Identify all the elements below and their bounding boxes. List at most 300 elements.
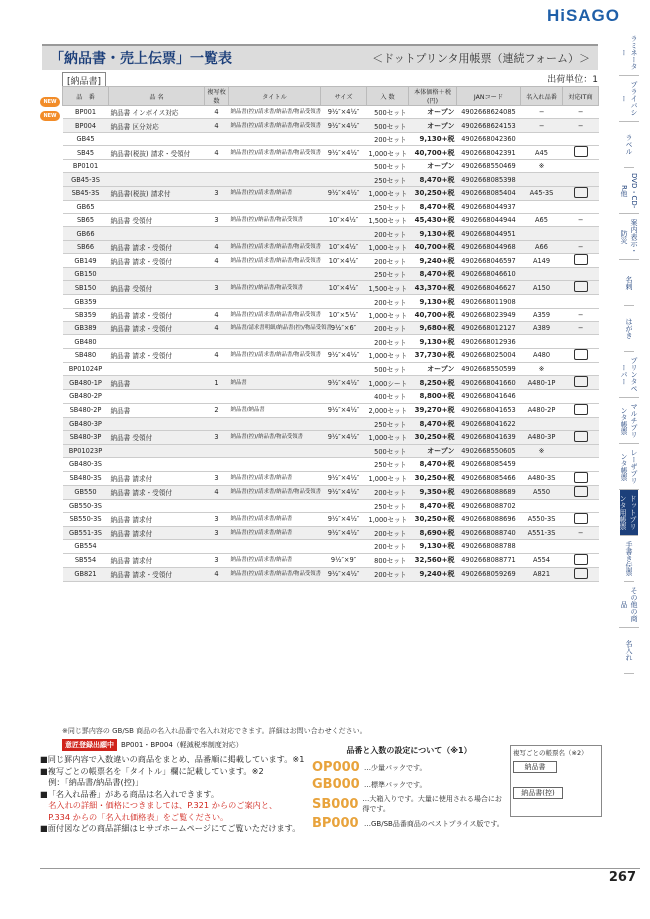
- cell-size: [321, 362, 367, 375]
- cell-copies: 3: [205, 526, 229, 539]
- cell-code: GB550: [63, 485, 109, 499]
- cell-qty: 500セット: [367, 444, 409, 457]
- cell-name: [109, 268, 205, 281]
- cell-name: [109, 540, 205, 553]
- printer-icon: [574, 146, 588, 157]
- cell-size: [321, 417, 367, 430]
- cell-name: 納品書(税抜) 請求付: [109, 186, 205, 200]
- table-row: [63, 390, 599, 403]
- cell-name: [109, 390, 205, 403]
- cell-it: [563, 186, 599, 200]
- cell-it: [563, 403, 599, 417]
- cell-size: [321, 499, 367, 512]
- cell-title: 納品書(控)/請求書/納品書/物品受領書: [229, 485, 321, 499]
- shipping-unit: 出荷単位：1: [547, 75, 598, 85]
- cell-copies: 3: [205, 471, 229, 485]
- copy-name-box: [510, 745, 602, 817]
- cell-price: 40,700+税: [409, 308, 457, 321]
- cell-named: A389: [521, 322, 563, 335]
- cell-it: −: [563, 214, 599, 227]
- cell-qty: 1,000セット: [367, 348, 409, 362]
- cell-title: 納品書(控)/請求書/納品書/物品受領書: [229, 119, 321, 132]
- cell-named: A480-2P: [521, 403, 563, 417]
- cell-code: GB65: [63, 200, 109, 213]
- cell-jan: 4902668624085: [457, 106, 521, 119]
- table-row: [63, 240, 599, 253]
- side-nav-item[interactable]: レーザプリンタ帳票: [619, 444, 639, 490]
- table-row: [63, 160, 599, 173]
- cell-price: 32,560+税: [409, 553, 457, 567]
- cell-name: 納品書 請求・受領付: [109, 322, 205, 335]
- cell-size: 9½″×6″: [321, 322, 367, 335]
- cell-name: 納品書 請求付: [109, 526, 205, 539]
- cell-copies: [205, 458, 229, 471]
- side-nav-item[interactable]: マルチプリンタ帳票: [619, 398, 639, 444]
- table-row: [63, 200, 599, 213]
- design-note: [62, 739, 243, 751]
- cell-price: 8,250+税: [409, 376, 457, 390]
- cell-size: 9½″×4½″: [321, 430, 367, 444]
- cell-jan: 4902668041639: [457, 430, 521, 444]
- cell-code: GB554: [63, 540, 109, 553]
- cell-qty: 1,000セット: [367, 240, 409, 253]
- cell-code: GB821: [63, 567, 109, 581]
- page-number: 267: [608, 870, 636, 885]
- table-row: [63, 106, 599, 119]
- cell-copies: [205, 390, 229, 403]
- printer-icon: [574, 404, 588, 415]
- cell-named: [521, 417, 563, 430]
- cell-name: 納品書 請求・受領付: [109, 240, 205, 253]
- cell-code: GB480-1P: [63, 376, 109, 390]
- cell-price: 30,250+税: [409, 512, 457, 526]
- cell-jan: 4902668085466: [457, 471, 521, 485]
- cell-name: [109, 417, 205, 430]
- cell-size: [321, 444, 367, 457]
- cell-code: SB480: [63, 348, 109, 362]
- cell-title: 納品書(控)/請求書/納品書/物品受領書: [229, 106, 321, 119]
- table-row: [63, 132, 599, 145]
- cell-copies: [205, 227, 229, 240]
- bullet-line: ■複写ごとの帳票名を「タイトル」欄に記載しています。※2: [40, 765, 264, 776]
- cell-qty: 200セット: [367, 567, 409, 581]
- cell-jan: 4902668023949: [457, 308, 521, 321]
- table-row: [63, 308, 599, 321]
- cell-it: [563, 268, 599, 281]
- cell-size: [321, 200, 367, 213]
- cell-size: [321, 335, 367, 348]
- cell-named: A359: [521, 308, 563, 321]
- cell-name: 納品書 請求・受領付: [109, 254, 205, 268]
- cell-title: 納品書(控)/納品書/物品受領書: [229, 214, 321, 227]
- cell-code: GB550-3S: [63, 499, 109, 512]
- cell-name: 納品書 インボイス対応: [109, 106, 205, 119]
- cell-size: 9½″×4½″: [321, 471, 367, 485]
- set-code: SB000: [312, 796, 359, 812]
- cell-title: [229, 540, 321, 553]
- cell-size: [321, 132, 367, 145]
- cell-named: A551-3S: [521, 526, 563, 539]
- cell-title: 納品書(控)/納品書/物品受領書: [229, 281, 321, 295]
- cell-code: GB480-3S: [63, 458, 109, 471]
- set-legend-title: 品番と入数の設定について（※1）: [346, 746, 472, 755]
- design-pending-tag: 意匠登録出願中: [62, 739, 117, 751]
- set-code: OP000: [312, 760, 360, 775]
- cell-code: BP0101: [63, 160, 109, 173]
- side-nav-item[interactable]: プライバシー: [619, 76, 639, 122]
- set-row: [312, 816, 506, 831]
- cell-copies: 4: [205, 348, 229, 362]
- cell-price: 9,680+税: [409, 322, 457, 335]
- cell-it: −: [563, 106, 599, 119]
- cell-it: [563, 471, 599, 485]
- cell-title: [229, 173, 321, 186]
- set-row: [312, 794, 506, 814]
- cell-size: [321, 295, 367, 308]
- cell-qty: 200セット: [367, 526, 409, 539]
- cell-it: [563, 132, 599, 145]
- cell-code: GB149: [63, 254, 109, 268]
- cell-it: [563, 281, 599, 295]
- cell-named: A554: [521, 553, 563, 567]
- cell-title: [229, 458, 321, 471]
- set-code: GB000: [312, 777, 360, 792]
- cell-title: 納品書/納品書: [229, 403, 321, 417]
- cell-copies: 4: [205, 567, 229, 581]
- cell-qty: 250セット: [367, 200, 409, 213]
- cell-price: オープン: [409, 119, 457, 132]
- cell-it: [563, 430, 599, 444]
- cell-qty: 1,500セット: [367, 214, 409, 227]
- cell-price: 9,130+税: [409, 540, 457, 553]
- cell-title: 納品書(控)/請求書/納品書: [229, 471, 321, 485]
- cell-qty: 200セット: [367, 132, 409, 145]
- cell-it: [563, 173, 599, 186]
- cell-it: −: [563, 240, 599, 253]
- cell-qty: 250セット: [367, 458, 409, 471]
- table-row: [63, 485, 599, 499]
- cell-copies: 4: [205, 119, 229, 132]
- cell-title: 納品書: [229, 376, 321, 390]
- bullet-line: ■面付図などの商品詳細はヒサゴホームページにてご覧いただけます。: [40, 823, 301, 833]
- cell-price: 9,350+税: [409, 485, 457, 499]
- cell-qty: 250セット: [367, 499, 409, 512]
- cell-name: 納品書 請求付: [109, 553, 205, 567]
- cell-jan: 4902668044937: [457, 200, 521, 213]
- cell-name: 納品書: [109, 376, 205, 390]
- page-title: 「納品書・売上伝票」一覧表: [50, 51, 232, 67]
- cell-it: −: [563, 308, 599, 321]
- table-row: [63, 553, 599, 567]
- cell-price: 8,470+税: [409, 458, 457, 471]
- cell-size: 9½″×4½″: [321, 348, 367, 362]
- cell-size: [321, 160, 367, 173]
- bullet-notes: [40, 754, 336, 835]
- side-nav-item[interactable]: ドットプリンタ用帳票: [620, 490, 638, 536]
- cell-code: GB480-2P: [63, 390, 109, 403]
- cell-size: 9½″×4½″: [321, 186, 367, 200]
- cell-copies: 3: [205, 430, 229, 444]
- cell-named: ※: [521, 160, 563, 173]
- cell-title: [229, 268, 321, 281]
- cell-copies: [205, 499, 229, 512]
- page-subtitle: ＜ドットプリンタ用帳票（連続フォーム）＞: [372, 52, 590, 65]
- bullet-line: 名入れの詳細・価格につきましては、P.321 からのご案内と、: [40, 800, 278, 810]
- cell-title: [229, 444, 321, 457]
- cell-copies: 4: [205, 308, 229, 321]
- set-desc: …GB/SB品番商品のベストプライス版です。: [364, 819, 504, 828]
- side-nav-item[interactable]: ラベル: [624, 122, 634, 168]
- cell-code: BP01024P: [63, 362, 109, 375]
- cell-jan: 4902668085404: [457, 186, 521, 200]
- cell-named: A480-3P: [521, 430, 563, 444]
- cell-size: [321, 227, 367, 240]
- cell-name: [109, 132, 205, 145]
- cell-price: 9,130+税: [409, 132, 457, 145]
- table-row: [63, 526, 599, 539]
- cell-size: 9½″×4½″: [321, 376, 367, 390]
- side-nav-item[interactable]: 手書き伝票: [624, 536, 634, 582]
- cell-it: [563, 362, 599, 375]
- cell-code: SB480-2P: [63, 403, 109, 417]
- cell-code: GB480-3P: [63, 417, 109, 430]
- printer-icon: [574, 486, 588, 497]
- cell-size: [321, 390, 367, 403]
- side-nav-item[interactable]: その他の商品: [619, 582, 639, 628]
- side-nav-item[interactable]: プリンタペーパー: [619, 352, 639, 398]
- cell-title: 納品書(控)/請求書/納品書/物品受領書: [229, 567, 321, 581]
- table-note: ※同じ罫内容の GB/SB 商品の名入れ品番で名入れ対応できます。詳細はお問い合わせください。: [62, 727, 367, 735]
- cell-name: 納品書: [109, 403, 205, 417]
- cell-name: 納品書 受領付: [109, 214, 205, 227]
- bullet-line: 例：「納品書/納品書(控)」: [40, 777, 144, 787]
- cell-named: A821: [521, 567, 563, 581]
- printer-icon: [574, 254, 588, 265]
- cell-named: ※: [521, 362, 563, 375]
- printer-icon: [574, 554, 588, 565]
- cell-name: [109, 173, 205, 186]
- side-nav-item[interactable]: 案内表示・防災: [619, 214, 639, 260]
- cell-name: 納品書 請求付: [109, 512, 205, 526]
- table-row: [63, 335, 599, 348]
- cell-copies: 4: [205, 254, 229, 268]
- cell-named: [521, 295, 563, 308]
- cell-copies: [205, 132, 229, 145]
- col-jan: JANコード: [457, 87, 521, 106]
- cell-jan: 4902668046627: [457, 281, 521, 295]
- cell-it: [563, 146, 599, 160]
- set-code: BP000: [312, 816, 359, 831]
- cell-named: [521, 173, 563, 186]
- cell-size: 9½″×4½″: [321, 567, 367, 581]
- cell-title: [229, 200, 321, 213]
- table-row: [63, 499, 599, 512]
- printer-icon: [574, 281, 588, 292]
- cell-name: 納品書 受領付: [109, 430, 205, 444]
- cell-title: 納品書(控)/請求書/納品書: [229, 512, 321, 526]
- cell-copies: 1: [205, 376, 229, 390]
- cell-copies: 3: [205, 186, 229, 200]
- cell-code: SB65: [63, 214, 109, 227]
- cell-it: [563, 376, 599, 390]
- cell-it: [563, 485, 599, 499]
- cell-size: 9½″×9″: [321, 553, 367, 567]
- copy-label: 納品書: [513, 761, 557, 773]
- cell-it: [563, 540, 599, 553]
- cell-it: −: [563, 322, 599, 335]
- cell-it: [563, 295, 599, 308]
- cell-qty: 200セット: [367, 335, 409, 348]
- cell-size: 9½″×4½″: [321, 119, 367, 132]
- printer-icon: [574, 568, 588, 579]
- cell-price: 30,250+税: [409, 471, 457, 485]
- cell-qty: 200セット: [367, 540, 409, 553]
- cell-title: [229, 160, 321, 173]
- col-price: 本体価格＋税(円): [409, 87, 457, 106]
- cell-price: 9,240+税: [409, 254, 457, 268]
- cell-qty: 1,000セット: [367, 146, 409, 160]
- cell-code: GB551-3S: [63, 526, 109, 539]
- copy-label: 納品書(控): [513, 787, 563, 799]
- cell-it: [563, 458, 599, 471]
- col-name: 品 名: [109, 87, 205, 106]
- cell-code: GB359: [63, 295, 109, 308]
- set-row: [312, 777, 506, 792]
- cell-name: 納品書 区分対応: [109, 119, 205, 132]
- cell-title: [229, 335, 321, 348]
- cell-code: SB45: [63, 146, 109, 160]
- cell-copies: [205, 295, 229, 308]
- cell-named: −: [521, 119, 563, 132]
- col-title: タイトル: [229, 87, 321, 106]
- cell-jan: 4902668025004: [457, 348, 521, 362]
- cell-name: 納品書 請求・受領付: [109, 567, 205, 581]
- cell-code: SB66: [63, 240, 109, 253]
- cell-jan: 4902668550469: [457, 160, 521, 173]
- cell-title: 納品書(控)/納品書/物品受領書: [229, 430, 321, 444]
- cell-title: [229, 295, 321, 308]
- cell-name: [109, 160, 205, 173]
- table-row: [63, 512, 599, 526]
- cell-it: [563, 499, 599, 512]
- cell-price: 8,800+税: [409, 390, 457, 403]
- table-row: [63, 403, 599, 417]
- cell-name: 納品書(税抜) 請求・受領付: [109, 146, 205, 160]
- cell-title: [229, 362, 321, 375]
- cell-copies: 4: [205, 106, 229, 119]
- cell-title: [229, 499, 321, 512]
- cell-qty: 1,000セット: [367, 308, 409, 321]
- table-row: [63, 322, 599, 335]
- cell-jan: 4902668088788: [457, 540, 521, 553]
- side-nav-item[interactable]: 名刺: [624, 260, 634, 306]
- table-row: [63, 471, 599, 485]
- cell-it: −: [563, 526, 599, 539]
- cell-size: [321, 540, 367, 553]
- table-row: [63, 430, 599, 444]
- col-size: サイズ: [321, 87, 367, 106]
- cell-it: [563, 444, 599, 457]
- cell-title: 納品書(控)/請求書/納品書/物品受領書: [229, 308, 321, 321]
- cell-price: 9,240+税: [409, 567, 457, 581]
- set-desc: …標準パックです。: [364, 780, 427, 789]
- cell-copies: 4: [205, 322, 229, 335]
- cell-size: 9½″×4½″: [321, 403, 367, 417]
- printer-icon: [574, 513, 588, 524]
- cell-price: 37,730+税: [409, 348, 457, 362]
- cell-qty: 400セット: [367, 390, 409, 403]
- cell-named: [521, 499, 563, 512]
- cell-code: SB150: [63, 281, 109, 295]
- cell-copies: [205, 444, 229, 457]
- cell-size: [321, 268, 367, 281]
- cell-qty: 500セット: [367, 160, 409, 173]
- bullet-line: P.334 からの「名入れ価格表」をご覧ください。: [40, 811, 229, 822]
- side-navigation: [608, 30, 650, 674]
- table-row: [63, 281, 599, 295]
- copy-box-title: 複写ごとの帳票名（※2）: [513, 749, 588, 757]
- side-nav-item[interactable]: はがき: [624, 306, 634, 352]
- cell-jan: 4902668046597: [457, 254, 521, 268]
- cell-jan: 4902668550599: [457, 362, 521, 375]
- table-header: [63, 87, 599, 106]
- cell-copies: 3: [205, 512, 229, 526]
- cell-code: GB480: [63, 335, 109, 348]
- cell-named: A550-3S: [521, 512, 563, 526]
- side-nav-item[interactable]: 名入れ: [624, 628, 634, 674]
- cell-name: 納品書 受領付: [109, 281, 205, 295]
- cell-named: A480-1P: [521, 376, 563, 390]
- cell-copies: 4: [205, 240, 229, 253]
- cell-it: [563, 160, 599, 173]
- col-it: 対応IT商: [563, 87, 599, 106]
- cell-size: 9½″×4½″: [321, 526, 367, 539]
- cell-size: 10″×4½″: [321, 254, 367, 268]
- cell-title: [229, 132, 321, 145]
- footer-divider: [40, 868, 640, 869]
- cell-jan: 4902668044951: [457, 227, 521, 240]
- cell-code: BP01023P: [63, 444, 109, 457]
- product-table: [62, 86, 599, 582]
- table-row: [63, 444, 599, 457]
- cell-title: 納品書/請求書明細/納品書(控)/物品受領書: [229, 322, 321, 335]
- table-row: [63, 362, 599, 375]
- side-nav-item[interactable]: DVD・CD-R他: [619, 168, 639, 214]
- cell-size: 9½″×4½″: [321, 106, 367, 119]
- cell-title: [229, 227, 321, 240]
- cell-qty: 250セット: [367, 417, 409, 430]
- table-row: [63, 268, 599, 281]
- printer-icon: [574, 376, 588, 387]
- cell-qty: 200セット: [367, 227, 409, 240]
- side-nav-item[interactable]: ラミネーター: [619, 30, 639, 76]
- cell-price: オープン: [409, 106, 457, 119]
- cell-code: SB480-3S: [63, 471, 109, 485]
- cell-title: 納品書(控)/請求書/納品書: [229, 186, 321, 200]
- cell-jan: 4902668088689: [457, 485, 521, 499]
- set-desc: …少量パックです。: [364, 763, 427, 772]
- cell-price: 43,370+税: [409, 281, 457, 295]
- cell-size: 10″×4½″: [321, 214, 367, 227]
- cell-jan: 4902668088771: [457, 553, 521, 567]
- cell-jan: 4902668624153: [457, 119, 521, 132]
- table-row: [63, 295, 599, 308]
- table-row: [63, 146, 599, 160]
- cell-named: [521, 268, 563, 281]
- col-copies: 複写枚数: [205, 87, 229, 106]
- cell-code: GB66: [63, 227, 109, 240]
- cell-jan: 4902668041646: [457, 390, 521, 403]
